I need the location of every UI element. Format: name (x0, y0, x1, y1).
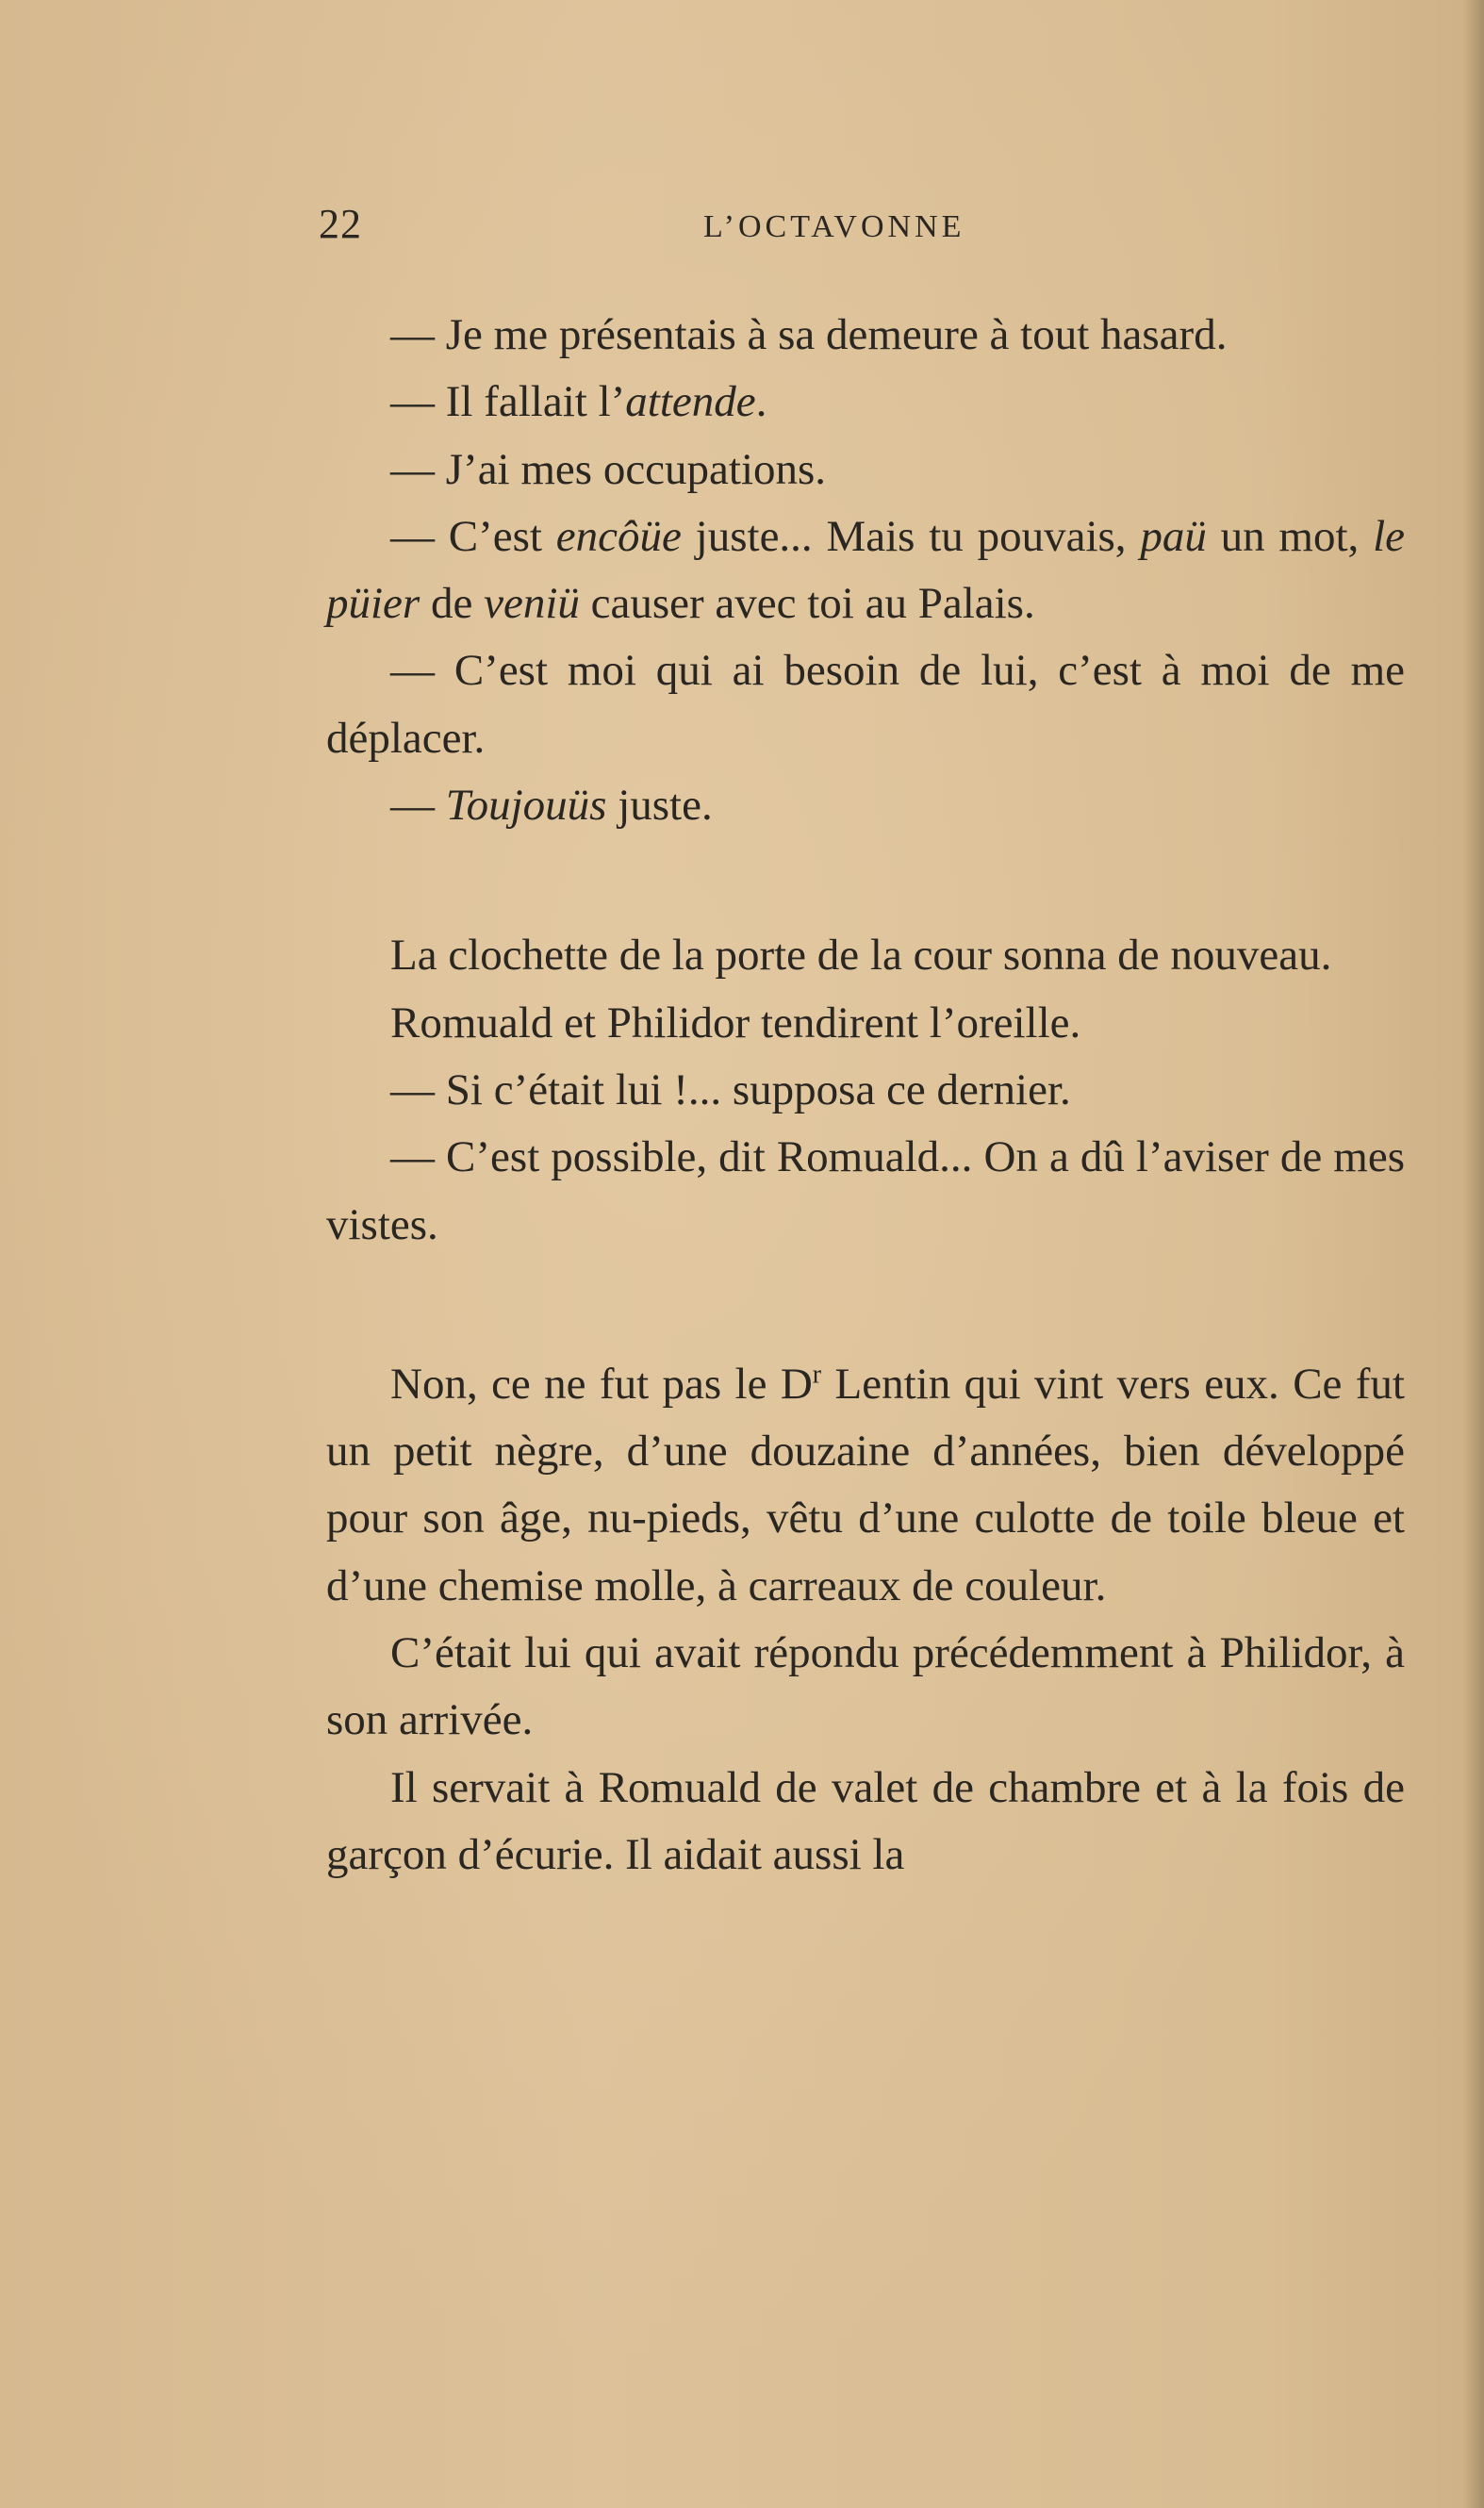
paragraph-6: — Toujouüs juste. (390, 781, 713, 831)
italic-veniu: veniü (484, 579, 580, 629)
italic-pau: paü (1140, 511, 1207, 561)
paragraph-5: — C’est moi qui ai besoin de lui, c’est à moi de me déplacer. (326, 646, 1405, 763)
paragraph-7: La clochette de la porte de la cour sonna de nouveau. (390, 931, 1332, 981)
paragraph-10: — C’est possible, dit Romuald... On a dû l’aviser de mes vistes. (326, 1132, 1405, 1249)
paragraph-9: — Si c’était lui !... supposa ce dernier. (390, 1064, 1071, 1114)
paragraph-4: — C’est encôüe juste... Mais tu pouvais, paü un mot, le püier de veniü causer avec toi au Palais. (326, 511, 1405, 629)
italic-encoue: encôüe (555, 511, 682, 561)
paragraph-11-start: Non, ce ne fut pas le D (390, 1359, 813, 1409)
italic-puier: le püier (326, 511, 1405, 629)
paragraph-13: Il servait à Romuald de valet de chambre et à la fois de garçon d’écurie. Il aidait aussi la (326, 1762, 1405, 1879)
italic-attende: attende (625, 377, 756, 427)
paragraph-11 (326, 1351, 1405, 1620)
page-edge-shadow (1463, 0, 1484, 2508)
page-number: 22 (319, 201, 362, 247)
paragraph-8: Romuald et Philidor tendirent l’oreille. (390, 998, 1081, 1048)
page-header (319, 200, 1403, 256)
paragraph-2: — Il fallait l’attende. (390, 377, 767, 427)
paragraph-3: — J’ai mes occupations. (390, 444, 827, 494)
paragraph-12: C’était lui qui avait répondu précédemment à Philidor, à son arrivée. (326, 1628, 1405, 1745)
doctor-superscript: r (812, 1360, 822, 1390)
paragraph-11-rest: Lentin qui vint vers eux. Ce fut un petit nègre, d’une douzaine d’années, bien développé pour son âge, nu-pieds, vêtu d’une culotte de toile bleue et d’une chemise molle, à carreaux de couleur. (326, 1359, 1405, 1610)
running-title: L’OCTAVONNE (703, 209, 965, 244)
body-text (326, 302, 1405, 1889)
italic-toujouus: Toujouüs (445, 781, 607, 831)
paragraph-1: — Je me présentais à sa demeure à tout hasard. (390, 310, 1228, 359)
